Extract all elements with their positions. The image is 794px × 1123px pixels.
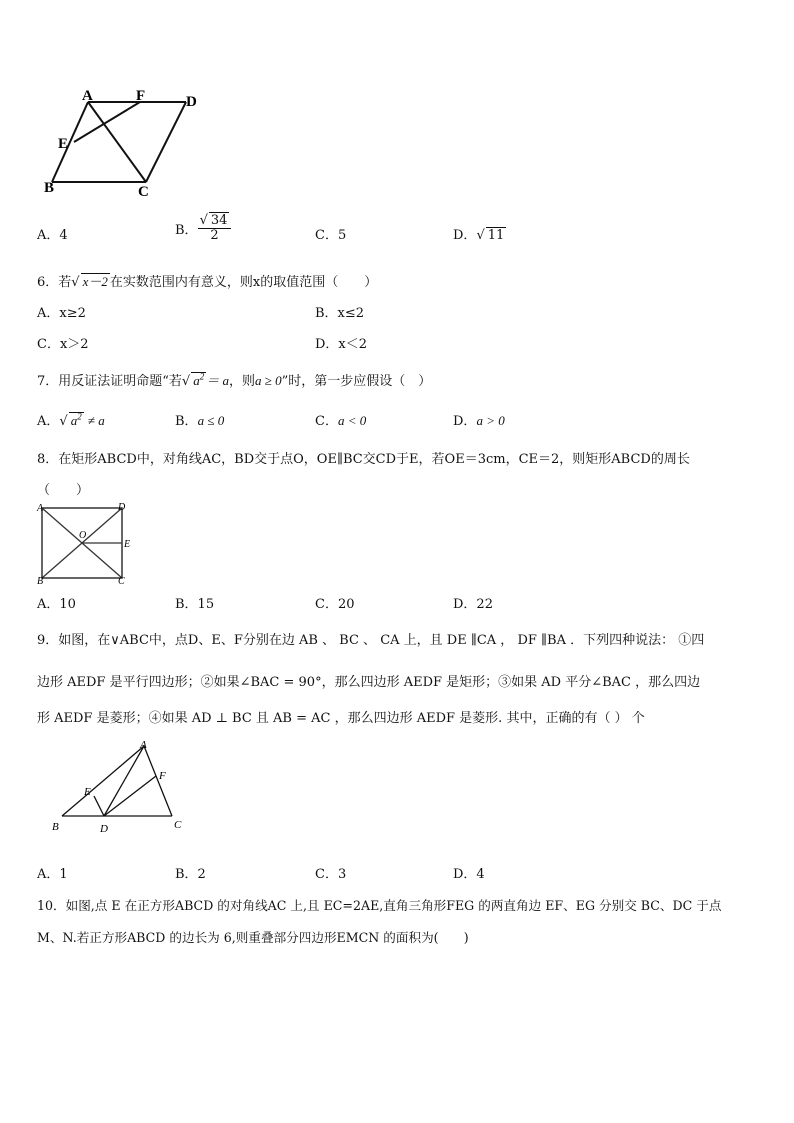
q9-stem-line2: 边形 AEDF 是平行四边形；②如果∠BAC = 90°，那么四边形 AEDF 是矩形；③如果 AD 平分∠BAC ，那么四边 (37, 675, 701, 690)
q6-number: 6．若 (37, 275, 72, 290)
q10-stem-line1: 10．如图,点 E 在正方形ABCD 的对角线AC 上,且 EC=2AE,直角三角形FEG 的两直角边 EF、EG 分别交 BC、DC 于点 (37, 898, 722, 913)
option-prefix: A． (37, 228, 60, 243)
q6-option-d[interactable]: D．x＜2 (315, 337, 368, 352)
option-value: a < 0 (337, 413, 367, 428)
label-o: O (79, 530, 87, 541)
segment-ef (74, 102, 140, 142)
label-b: B (37, 576, 44, 586)
q9-triangle-figure (48, 738, 192, 836)
label-e: E (124, 539, 131, 550)
q8-option-c[interactable]: C．20 (315, 597, 355, 612)
side-ab (62, 746, 144, 816)
option-prefix: D． (453, 414, 477, 429)
q8-rectangle-figure (36, 500, 140, 586)
q9-option-c[interactable]: C．3 (315, 867, 347, 882)
q5-option-d[interactable]: D．√ 11 (453, 228, 505, 243)
label-d: D (118, 502, 126, 513)
numerator-radicand: 34 (210, 213, 228, 228)
q8-option-a[interactable]: A．10 (37, 597, 76, 612)
q7-stem: 7．用反证法证明命题“若√ $a^2 = a$，则a ≥ 0”时，第一步应假设（ ） (37, 371, 432, 389)
option-prefix: C． (315, 414, 338, 429)
option-radicand: $a^2$ (70, 411, 82, 428)
q5-parallelogram-figure (40, 84, 220, 200)
label-a: A (140, 739, 147, 751)
q6-option-a[interactable]: A．x≥2 (37, 306, 86, 321)
option-value: a ≤ 0 (197, 413, 225, 428)
q7-option-a[interactable]: A．√ $a^2 \ne a$ (37, 411, 105, 429)
option-tail: ≠ a (87, 413, 105, 428)
segment-df (104, 776, 156, 816)
segment-ac (88, 102, 146, 182)
side-ac (144, 746, 172, 816)
label-c: C (118, 576, 125, 586)
option-prefix: B． (175, 223, 198, 238)
q10-stem-line2: M、N.若正方形ABCD 的边长为 6,则重叠部分四边形EMCN 的面积为( ) (37, 930, 469, 945)
label-f: F (159, 770, 166, 782)
q9-option-b[interactable]: B．2 (175, 867, 206, 882)
option-value: 4 (59, 228, 68, 243)
label-c: C (138, 184, 149, 200)
label-a: A (37, 503, 44, 514)
label-a: A (82, 88, 93, 104)
side-cd (146, 102, 186, 182)
q6-stem: 6．若√ x－2 在实数范围内有意义，则x的取值范围（ ） (37, 274, 378, 290)
option-prefix: A． (37, 414, 60, 429)
q8-option-b[interactable]: B．15 (175, 597, 215, 612)
q5-option-b[interactable] (175, 214, 231, 243)
label-e: E (58, 136, 69, 152)
option-prefix: B． (175, 414, 198, 429)
q9-option-a[interactable]: A．1 (37, 867, 68, 882)
label-c: C (174, 819, 182, 831)
label-b: B (44, 180, 55, 196)
q7-cond: a ≥ 0 (255, 373, 282, 388)
segment-ad (104, 746, 144, 816)
q6-option-c[interactable]: C．x＞2 (37, 337, 89, 352)
label-e: E (84, 786, 91, 798)
label-d: D (100, 823, 108, 835)
q5-option-a[interactable] (37, 224, 68, 243)
option-value: a > 0 (476, 413, 505, 428)
denominator: 2 (210, 228, 219, 243)
q9-stem-line1: 9．如图，在∨ABC中，点D、E、F分别在边 AB 、 BC 、 CA 上，且 DE ∥CA ， DF ∥BA ．下列四种说法： ①四 (37, 633, 705, 648)
q8-stem-line2: （ ） (37, 483, 90, 498)
option-prefix: C． (315, 228, 338, 243)
q7-suffix: ”时，第一步应假设（ ） (281, 374, 432, 389)
q9-stem-line3: 形 AEDF 是菱形；④如果 AD ⊥ BC 且 AB = AC ，那么四边形 AEDF 是菱形. 其中，正确的有（ ） 个 (37, 711, 645, 726)
option-value: 5 (337, 228, 347, 243)
q7-option-b[interactable] (175, 410, 224, 429)
q7-mid: ，则 (228, 374, 255, 389)
option-radicand: 11 (487, 228, 505, 243)
q8-option-d[interactable]: D．22 (453, 597, 493, 612)
q7-eq: ＝ a (206, 373, 229, 388)
q7-radicand: $a^2$ (193, 371, 205, 388)
q7-option-c[interactable] (315, 410, 366, 429)
option-prefix: D． (453, 228, 477, 243)
fraction: $\frac{√ 34}{2}$ (198, 214, 232, 243)
q5-option-c[interactable] (315, 224, 346, 243)
q7-prefix: 7．用反证法证明命题“若 (37, 374, 182, 389)
q6-option-b[interactable]: B．x≤2 (315, 306, 365, 321)
label-b: B (52, 821, 59, 833)
segment-de (94, 796, 104, 816)
q6-radicand: x－2 (82, 274, 108, 289)
q6-tail: 在实数范围内有意义，则x的取值范围（ ） (109, 275, 378, 290)
label-d: D (186, 94, 197, 110)
q9-option-d[interactable]: D．4 (453, 867, 485, 882)
q7-option-d[interactable] (453, 410, 505, 429)
q8-stem-line1: 8．在矩形ABCD中，对角线AC，BD交于点O，OE∥BC交CD于E，若OE＝3cm，CE＝2，则矩形ABCD的周长 (37, 452, 690, 467)
label-f: F (136, 88, 146, 104)
